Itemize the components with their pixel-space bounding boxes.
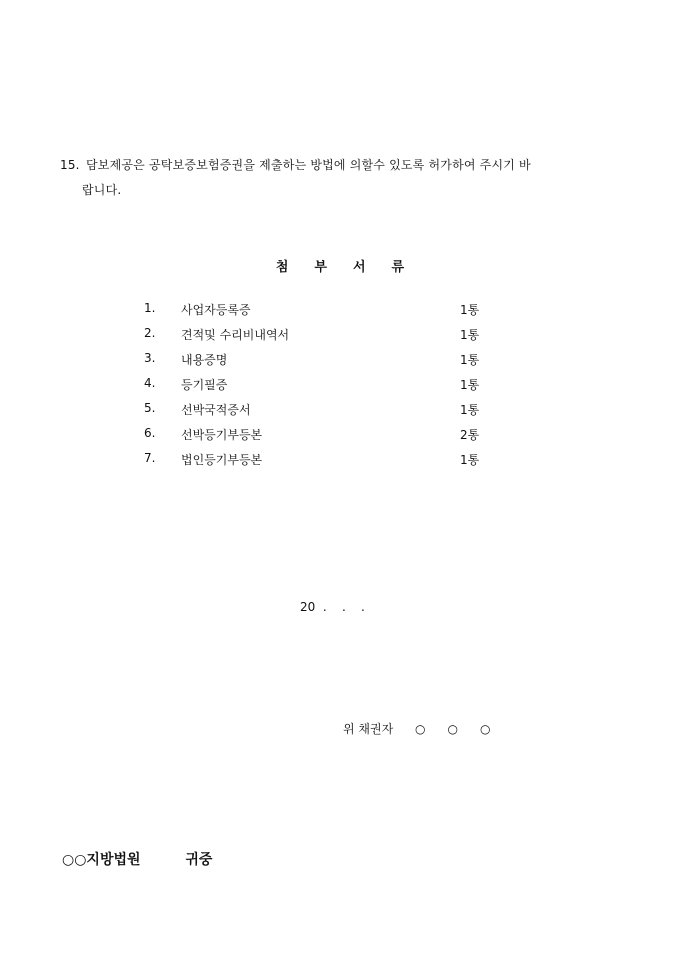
attachment-number: 1. [144, 301, 156, 315]
court-addressee [62, 849, 212, 869]
attachment-quantity: 1통 [460, 403, 480, 417]
attachment-quantity: 1통 [460, 453, 480, 467]
attachment-name: 등기필증 [181, 378, 228, 392]
attachment-quantity: 1통 [460, 378, 480, 392]
attachment-name: 선박국적증서 [181, 403, 251, 417]
attachment-item [144, 351, 504, 376]
attachments-title: 첨부서류 [275, 260, 431, 275]
attachment-quantity: 2통 [460, 428, 480, 442]
attachment-item [144, 451, 504, 476]
delegate-name: ○○○ [415, 722, 513, 736]
attachment-item [144, 326, 504, 351]
attachments-list [144, 301, 504, 476]
paragraph-text-line2: 랍니다. [82, 183, 122, 197]
paragraph-15 [60, 156, 640, 173]
attachment-quantity: 1통 [460, 353, 480, 367]
attachment-name: 견적및 수리비내역서 [181, 328, 290, 342]
attachment-quantity: 1통 [460, 328, 480, 342]
court-name: ○○지방법원 [62, 852, 141, 868]
attachment-name: 사업자등록증 [181, 303, 251, 317]
attachment-item [144, 301, 504, 326]
paragraph-text-line1: 담보제공은 공탁보증보험증권을 제출하는 방법에 의할수 있도록 허가하여 주시기 바 [86, 158, 531, 172]
delegate-label: 위 채권자 [343, 722, 394, 736]
attachment-number: 5. [144, 401, 156, 415]
attachment-number: 7. [144, 451, 156, 465]
attachment-name: 선박등기부등본 [181, 428, 263, 442]
attachment-number: 6. [144, 426, 156, 440]
attachment-item [144, 401, 504, 426]
attachment-quantity: 1통 [460, 303, 480, 317]
attachment-item [144, 426, 504, 451]
attachment-number: 3. [144, 351, 156, 365]
attachment-item [144, 376, 504, 401]
delegate-signature [343, 720, 512, 737]
date-line: 20 . . . [300, 600, 365, 614]
attachment-number: 2. [144, 326, 156, 340]
attachment-name: 법인등기부등본 [181, 453, 263, 467]
court-suffix: 귀중 [185, 852, 213, 868]
paragraph-number: 15. [60, 158, 80, 172]
attachment-name: 내용증명 [181, 353, 228, 367]
attachment-number: 4. [144, 376, 156, 390]
